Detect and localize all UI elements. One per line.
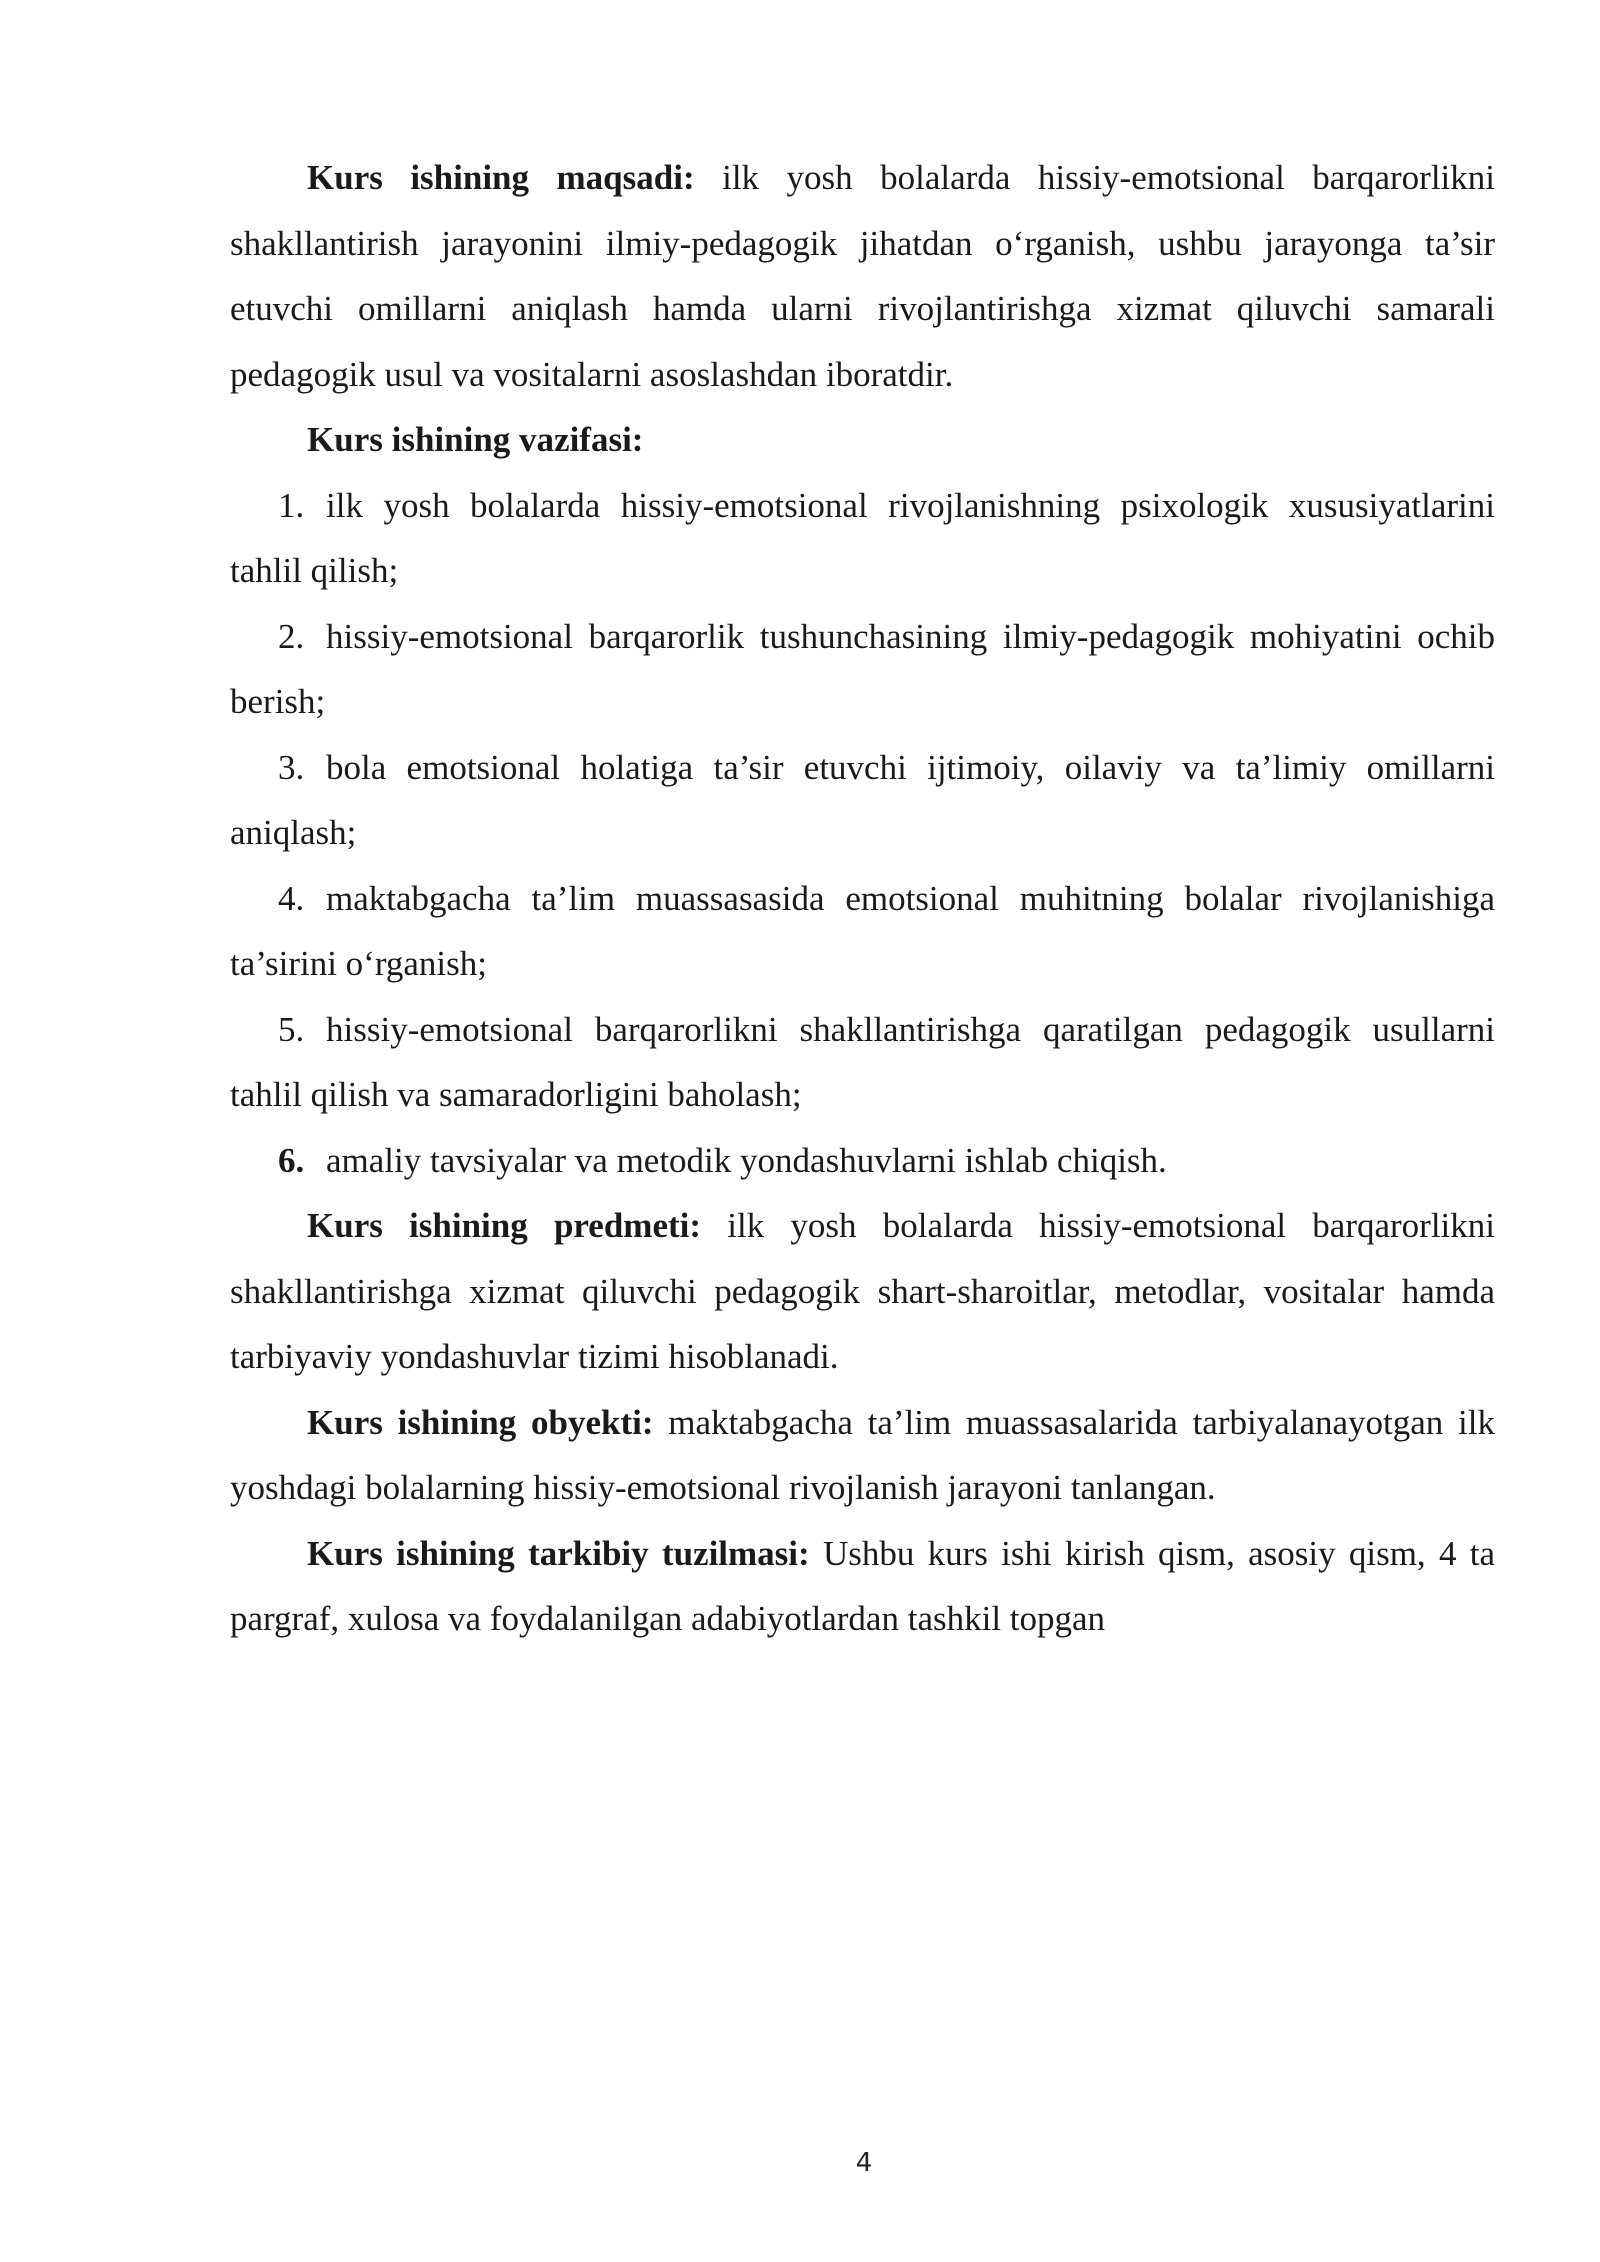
task-text: maktabgacha ta’lim muassasasida emotsional muhitning bolalar rivojlanishiga ta’sirini o‘rganish;	[230, 878, 1495, 983]
task-number: 2.	[278, 616, 305, 656]
task-number: 5.	[278, 1009, 305, 1049]
page-number: 4	[855, 2148, 873, 2178]
task-item-1	[230, 473, 1495, 604]
structure-paragraph	[230, 1521, 1495, 1652]
page-body	[230, 145, 1495, 1652]
task-text: ilk yosh bolalarda hissiy-emotsional rivojlanishning psixologik xususiyatlarini tahlil qilish;	[230, 485, 1495, 590]
goal-label: Kurs ishining maqsadi:	[307, 158, 695, 197]
task-number: 3.	[278, 747, 305, 787]
object-text: maktabgacha ta’lim muassasalarida tarbiyalanayotgan ilk yoshdagi bolalarning hissiy-emotsional rivojlanish jarayoni tanlangan.	[230, 1402, 1495, 1507]
structure-label: Kurs ishining tarkibiy tuzilmasi:	[307, 1533, 810, 1573]
subject-text: ilk yosh bolalarda hissiy-emotsional barqarorlikni shakllantirishga xizmat qiluvchi pedagogik shart-sharoitlar, metodlar, vositalar hamda tarbiyaviy yondashuvlar tizimi hisoblanadi.	[230, 1206, 1495, 1376]
subject-label: Kurs ishining predmeti:	[307, 1206, 702, 1245]
task-number: 6.	[278, 1140, 305, 1180]
object-paragraph	[230, 1390, 1495, 1521]
object-label: Kurs ishining obyekti:	[307, 1402, 654, 1442]
task-number: 4.	[278, 878, 305, 918]
task-text: hissiy-emotsional barqarorlik tushunchasining ilmiy-pedagogik mohiyatini ochib berish;	[230, 616, 1495, 721]
task-text: amaliy tavsiyalar va metodik yondashuvlarni ishlab chiqish.	[326, 1140, 1167, 1180]
task-item-6	[230, 1128, 1495, 1194]
subject-paragraph	[230, 1193, 1495, 1390]
task-item-2	[230, 604, 1495, 735]
task-text: bola emotsional holatiga ta’sir etuvchi ijtimoiy, oilaviy va ta’limiy omillarni aniqlash;	[230, 747, 1495, 852]
structure-text: Ushbu kurs ishi kirish qism, asosiy qism, 4 ta pargraf, xulosa va foydalanilgan adabiyotlardan tashkil topgan	[230, 1533, 1495, 1638]
task-number: 1.	[278, 485, 305, 525]
goal-paragraph	[230, 145, 1495, 407]
task-item-3	[230, 735, 1495, 866]
goal-text: ilk yosh bolalarda hissiy-emotsional barqarorlikni shakllantirish jarayonini ilmiy-pedagogik jihatdan o‘rganish, ushbu jarayonga ta’sir etuvchi omillarni aniqlash hamda ularni rivojlantirishga xizmat qiluvchi samarali pedagogik usul va vositalarni asoslashdan iboratdir.	[230, 158, 1495, 394]
tasks-label: Kurs ishining vazifasi:	[307, 420, 644, 459]
task-text: hissiy-emotsional barqarorlikni shakllantirishga qaratilgan pedagogik usullarni tahlil qilish va samaradorligini baholash;	[230, 1009, 1495, 1114]
task-item-5	[230, 997, 1495, 1128]
task-item-4	[230, 866, 1495, 997]
